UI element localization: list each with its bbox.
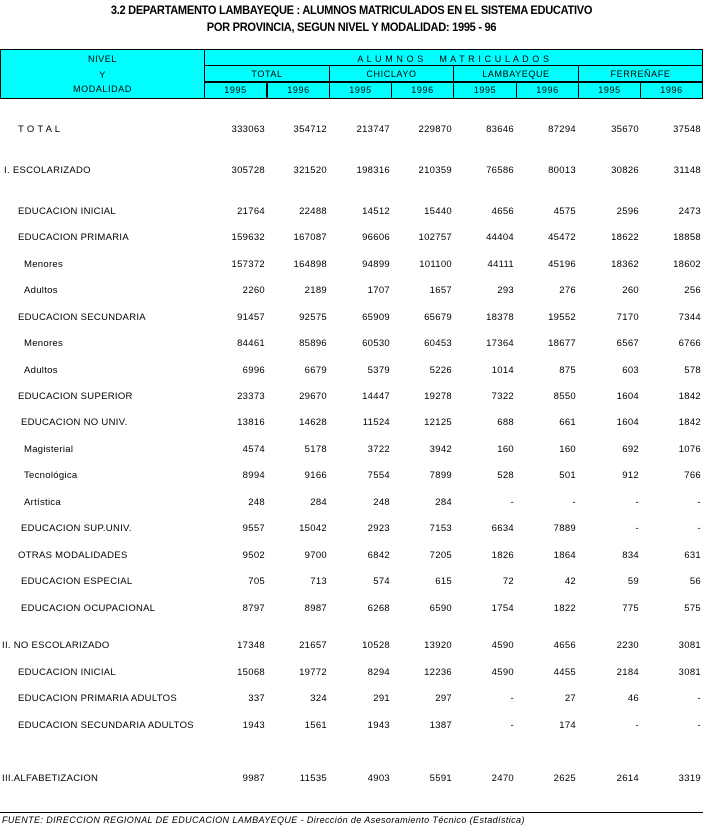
cell-value: - — [510, 693, 514, 704]
cell-value: 1657 — [429, 285, 452, 296]
table-row — [0, 667, 703, 681]
cell-value: 18602 — [673, 259, 701, 270]
cell-value: 2230 — [616, 640, 639, 651]
cell-value: 575 — [684, 603, 701, 614]
cell-value: 21657 — [299, 640, 327, 651]
header-modalidad: MODALIDAD — [73, 84, 132, 94]
cell-value: 1943 — [242, 720, 265, 731]
row-label: EDUCACION INICIAL — [18, 206, 117, 217]
table-row — [0, 312, 703, 326]
row-label: EDUCACION PRIMARIA — [18, 232, 129, 243]
row-label: EDUCACION SUPERIOR — [18, 391, 133, 402]
table-title-line1: 3.2 DEPARTAMENTO LAMBAYEQUE : ALUMNOS MATRICULADOS EN EL SISTEMA EDUCATIVO — [110, 3, 593, 17]
row-label: EDUCACION NO UNIV. — [21, 417, 128, 428]
cell-value: 2184 — [616, 667, 639, 678]
cell-value: 9166 — [304, 470, 327, 481]
cell-value: 44111 — [487, 259, 514, 270]
cell-value: 160 — [497, 444, 514, 455]
table-row — [0, 444, 703, 458]
header-year: 1995 — [598, 85, 621, 95]
cell-value: 4574 — [242, 444, 265, 455]
cell-value: 8550 — [553, 391, 576, 402]
table-row — [0, 417, 703, 431]
table-header — [0, 49, 703, 99]
cell-value: 4590 — [491, 640, 514, 651]
cell-value: 18858 — [673, 232, 701, 243]
cell-value: 30826 — [611, 165, 639, 176]
table-row — [0, 773, 703, 787]
cell-value: 1604 — [616, 417, 639, 428]
row-label: Tecnológica — [24, 470, 78, 481]
cell-value: 1561 — [304, 720, 327, 731]
cell-value: - — [697, 497, 701, 508]
header-year: 1995 — [349, 85, 372, 95]
table-row — [0, 165, 703, 179]
cell-value: 18378 — [486, 312, 514, 323]
cell-value: 337 — [248, 693, 265, 704]
cell-value: 615 — [435, 576, 452, 587]
cell-value: 7153 — [429, 523, 452, 534]
header-province-lambayeque: LAMBAYEQUE — [482, 69, 550, 79]
cell-value: 8294 — [367, 667, 390, 678]
table-row — [0, 497, 703, 511]
cell-value: 45472 — [548, 232, 576, 243]
cell-value: 4656 — [553, 640, 576, 651]
cell-value: 9700 — [304, 550, 327, 561]
cell-value: 875 — [559, 365, 576, 376]
cell-value: 15042 — [299, 523, 327, 534]
cell-value: 101100 — [419, 259, 452, 270]
cell-value: 65679 — [424, 312, 452, 323]
cell-value: 198316 — [356, 165, 390, 176]
row-label: Menores — [24, 259, 64, 270]
cell-value: 14512 — [362, 206, 390, 217]
header-year: 1996 — [287, 85, 310, 95]
cell-value: 3722 — [367, 444, 390, 455]
table-row — [0, 285, 703, 299]
header-year: 1996 — [536, 85, 559, 95]
table-row — [0, 206, 703, 220]
cell-value: - — [572, 497, 576, 508]
cell-value: - — [697, 720, 701, 731]
header-divider — [204, 81, 702, 83]
row-label: I. ESCOLARIZADO — [4, 165, 91, 176]
cell-value: 17348 — [237, 640, 265, 651]
cell-value: 13816 — [237, 417, 265, 428]
table-row — [0, 523, 703, 537]
cell-value: 5379 — [367, 365, 390, 376]
cell-value: 8797 — [242, 603, 265, 614]
table-row — [0, 693, 703, 707]
row-label: II. NO ESCOLARIZADO — [2, 640, 110, 651]
cell-value: 2473 — [678, 206, 701, 217]
cell-value: 354712 — [293, 124, 327, 135]
cell-value: 284 — [435, 497, 452, 508]
footer-divider — [0, 812, 703, 813]
cell-value: 59 — [627, 576, 639, 587]
cell-value: 333063 — [231, 124, 265, 135]
cell-value: 775 — [622, 603, 639, 614]
cell-value: 276 — [559, 285, 576, 296]
cell-value: 45196 — [548, 259, 576, 270]
cell-value: 574 — [373, 576, 390, 587]
table-row — [0, 232, 703, 246]
cell-value: 293 — [497, 285, 514, 296]
cell-value: 3319 — [678, 773, 701, 784]
cell-value: 1076 — [678, 444, 701, 455]
cell-value: 260 — [622, 285, 639, 296]
cell-value: 11524 — [362, 417, 390, 428]
cell-value: 157372 — [231, 259, 265, 270]
cell-value: 6996 — [242, 365, 265, 376]
cell-value: 7170 — [616, 312, 639, 323]
cell-value: 13920 — [424, 640, 452, 651]
cell-value: 661 — [559, 417, 576, 428]
cell-value: 6766 — [678, 338, 701, 349]
cell-value: 9987 — [242, 773, 265, 784]
cell-value: 3081 — [678, 667, 701, 678]
header-province-chiclayo: CHICLAYO — [366, 69, 417, 79]
cell-value: 5226 — [429, 365, 452, 376]
cell-value: 159632 — [231, 232, 265, 243]
header-year: 1996 — [660, 85, 683, 95]
table-row — [0, 576, 703, 590]
cell-value: 44404 — [486, 232, 514, 243]
cell-value: 167087 — [293, 232, 327, 243]
cell-value: 1822 — [553, 603, 576, 614]
cell-value: 15068 — [237, 667, 265, 678]
header-year: 1995 — [224, 85, 247, 95]
cell-value: 9502 — [242, 550, 265, 561]
table-row — [0, 124, 703, 138]
cell-value: 102757 — [418, 232, 452, 243]
table-row — [0, 640, 703, 654]
cell-value: 9557 — [242, 523, 265, 534]
cell-value: 713 — [310, 576, 327, 587]
cell-value: 87294 — [548, 124, 576, 135]
table-row — [0, 338, 703, 352]
cell-value: 1604 — [616, 391, 639, 402]
cell-value: 27 — [564, 693, 576, 704]
cell-value: 501 — [559, 470, 576, 481]
cell-value: 46 — [627, 693, 639, 704]
cell-value: 692 — [622, 444, 639, 455]
cell-value: 12125 — [424, 417, 452, 428]
cell-value: 766 — [684, 470, 701, 481]
cell-value: 1707 — [367, 285, 390, 296]
cell-value: 4903 — [367, 773, 390, 784]
table-title-line2: POR PROVINCIA, SEGUN NIVEL Y MODALIDAD: 1995 - 96 — [206, 20, 497, 34]
cell-value: 291 — [373, 693, 390, 704]
cell-value: 11535 — [299, 773, 327, 784]
row-label: EDUCACION ESPECIAL — [21, 576, 133, 587]
cell-value: 14447 — [362, 391, 390, 402]
cell-value: 7554 — [367, 470, 390, 481]
cell-value: 94899 — [362, 259, 390, 270]
cell-value: 603 — [622, 365, 639, 376]
cell-value: - — [635, 720, 639, 731]
cell-value: 21764 — [237, 206, 265, 217]
cell-value: 1842 — [678, 391, 701, 402]
cell-value: 2596 — [616, 206, 639, 217]
cell-value: 7344 — [678, 312, 701, 323]
cell-value: 37548 — [673, 124, 701, 135]
cell-value: 6567 — [616, 338, 639, 349]
header-year: 1995 — [473, 85, 497, 95]
table-row — [0, 365, 703, 379]
cell-value: 85896 — [299, 338, 327, 349]
row-label: EDUCACION PRIMARIA ADULTOS — [18, 693, 177, 704]
cell-value: 2923 — [367, 523, 390, 534]
cell-value: 2260 — [242, 285, 265, 296]
cell-value: 23373 — [237, 391, 265, 402]
cell-value: 688 — [497, 417, 514, 428]
cell-value: 7322 — [491, 391, 514, 402]
cell-value: 297 — [435, 693, 452, 704]
cell-value: 84461 — [237, 338, 265, 349]
cell-value: 284 — [310, 497, 327, 508]
cell-value: 321520 — [293, 165, 327, 176]
row-label: Menores — [24, 338, 64, 349]
cell-value: 7899 — [429, 470, 452, 481]
cell-value: 248 — [373, 497, 390, 508]
cell-value: 705 — [248, 576, 265, 587]
header-y: Y — [99, 70, 106, 80]
row-label: Artística — [24, 497, 62, 508]
cell-value: 6842 — [367, 550, 390, 561]
row-label: EDUCACION OCUPACIONAL — [21, 603, 156, 614]
cell-value: 7889 — [553, 523, 576, 534]
cell-value: 65909 — [362, 312, 390, 323]
cell-value: 8987 — [304, 603, 327, 614]
cell-value: 83646 — [486, 124, 514, 135]
cell-value: - — [635, 523, 639, 534]
cell-value: 5178 — [304, 444, 327, 455]
cell-value: 18622 — [611, 232, 639, 243]
row-label: OTRAS MODALIDADES — [18, 550, 128, 561]
cell-value: 160 — [559, 444, 576, 455]
cell-value: 76586 — [486, 165, 514, 176]
cell-value: 528 — [497, 470, 514, 481]
cell-value: 164898 — [293, 259, 327, 270]
table-row — [0, 720, 703, 734]
cell-value: 5591 — [429, 773, 452, 784]
header-group: A L U M N O S M A T R I C U L A D O S — [357, 54, 550, 64]
cell-value: 6268 — [367, 603, 390, 614]
table-row — [0, 470, 703, 484]
table-row — [0, 391, 703, 405]
cell-value: 2625 — [553, 773, 576, 784]
row-label: EDUCACION SECUNDARIA — [18, 312, 146, 323]
cell-value: 18677 — [548, 338, 576, 349]
cell-value: 3081 — [678, 640, 701, 651]
table-row — [0, 603, 703, 617]
cell-value: 19552 — [548, 312, 576, 323]
table-row — [0, 550, 703, 564]
cell-value: 4590 — [491, 667, 514, 678]
cell-value: 1826 — [491, 550, 514, 561]
cell-value: 1014 — [491, 365, 514, 376]
cell-value: 92575 — [299, 312, 327, 323]
header-year: 1996 — [411, 85, 434, 95]
cell-value: 912 — [622, 470, 639, 481]
cell-value: 96606 — [362, 232, 390, 243]
cell-value: 3942 — [429, 444, 452, 455]
cell-value: 7205 — [429, 550, 452, 561]
cell-value: 91457 — [237, 312, 265, 323]
cell-value: 10528 — [362, 640, 390, 651]
cell-value: 1387 — [429, 720, 452, 731]
cell-value: 12236 — [424, 667, 452, 678]
row-label: EDUCACION SUP.UNIV. — [21, 523, 132, 534]
cell-value: 17364 — [486, 338, 514, 349]
source-note: FUENTE: DIRECCION REGIONAL DE EDUCACION LAMBAYEQUE - Dirección de Asesoramiento Técnico (Estadística) — [2, 815, 525, 825]
cell-value: - — [510, 720, 514, 731]
cell-value: 15440 — [424, 206, 452, 217]
cell-value: 578 — [684, 365, 701, 376]
cell-value: 174 — [559, 720, 576, 731]
cell-value: 6679 — [304, 365, 327, 376]
cell-value: 1842 — [678, 417, 701, 428]
cell-value: 19278 — [424, 391, 452, 402]
cell-value: 31148 — [673, 165, 701, 176]
cell-value: 56 — [689, 576, 701, 587]
header-province-ferrenafe: FERREÑAFE — [610, 69, 671, 79]
cell-value: 60530 — [362, 338, 390, 349]
header-nivel: NIVEL — [87, 54, 117, 64]
cell-value: 210359 — [418, 165, 452, 176]
cell-value: 42 — [564, 576, 576, 587]
cell-value: - — [697, 693, 701, 704]
cell-value: 229870 — [418, 124, 452, 135]
cell-value: 80013 — [548, 165, 576, 176]
cell-value: - — [510, 497, 514, 508]
row-label: T O T A L — [18, 124, 61, 135]
row-label: EDUCACION SECUNDARIA ADULTOS — [18, 720, 194, 731]
cell-value: 248 — [248, 497, 265, 508]
cell-value: 4455 — [553, 667, 576, 678]
cell-value: 35670 — [611, 124, 639, 135]
cell-value: 4575 — [553, 206, 576, 217]
cell-value: 4656 — [491, 206, 514, 217]
cell-value: 29670 — [299, 391, 327, 402]
cell-value: 6634 — [491, 523, 514, 534]
cell-value: 14628 — [299, 417, 327, 428]
cell-value: 834 — [622, 550, 639, 561]
row-label: Magisterial — [24, 444, 74, 455]
cell-value: 631 — [684, 550, 701, 561]
cell-value: 2470 — [491, 773, 514, 784]
cell-value: 1943 — [367, 720, 390, 731]
row-label: Adultos — [24, 365, 58, 376]
row-label: EDUCACION INICIAL — [18, 667, 117, 678]
cell-value: 2189 — [304, 285, 327, 296]
cell-value: 60453 — [424, 338, 452, 349]
row-label: Adultos — [24, 285, 58, 296]
cell-value: 256 — [684, 285, 701, 296]
cell-value: 305728 — [231, 165, 265, 176]
cell-value: - — [697, 523, 701, 534]
header-province-total: TOTAL — [251, 69, 283, 79]
cell-value: - — [635, 497, 639, 508]
cell-value: 2614 — [616, 773, 639, 784]
row-label: III.ALFABETIZACION — [2, 773, 99, 784]
cell-value: 1864 — [553, 550, 576, 561]
cell-value: 18362 — [611, 259, 639, 270]
cell-value: 6590 — [429, 603, 452, 614]
cell-value: 22488 — [299, 206, 327, 217]
cell-value: 324 — [310, 693, 327, 704]
cell-value: 8994 — [242, 470, 265, 481]
cell-value: 72 — [502, 576, 514, 587]
table-row — [0, 259, 703, 273]
cell-value: 213747 — [356, 124, 390, 135]
cell-value: 1754 — [491, 603, 514, 614]
cell-value: 19772 — [299, 667, 327, 678]
